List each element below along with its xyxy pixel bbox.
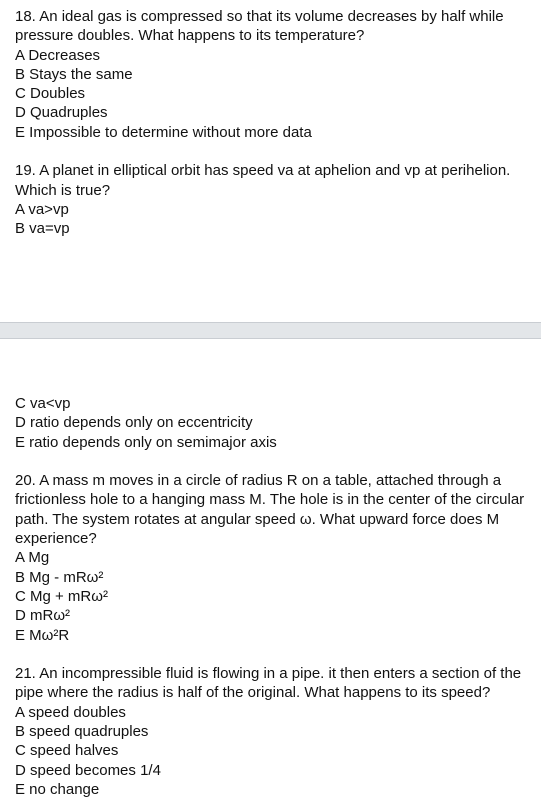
question-21-option-e: E no change	[15, 780, 100, 798]
paragraph-gap	[15, 645, 533, 664]
question-20-option-d: D mRω²	[15, 607, 71, 625]
question-21-option-b: B speed quadruples	[15, 723, 149, 741]
question-18-option-d: D Quadruples	[15, 104, 108, 122]
question-21-option-a: A speed doubles	[15, 703, 126, 721]
question-20	[15, 471, 533, 645]
question-19-option-a: A va>vp	[15, 200, 69, 218]
question-19-option-b: B va=vp	[15, 220, 70, 238]
question-21	[15, 664, 533, 799]
question-18-text: 18. An ideal gas is compressed so that its volume decreases by half while pressure doubles. What happens to its temperature?	[15, 8, 504, 45]
question-20-text: 20. A mass m moves in a circle of radius R on a table, attached through a frictionless hole to a hanging mass M. The hole is in the center of the circular path. The system rotates at angular speed ω. What upward force does M experience?	[15, 472, 525, 548]
question-18-option-e: E Impossible to determine without more data	[15, 123, 312, 141]
page-separator	[0, 322, 541, 339]
question-21-text: 21. An incompressible fluid is flowing in a pipe. it then enters a section of the pipe where the radius is half of the original. What happens to its speed?	[15, 665, 522, 702]
paragraph-gap	[15, 142, 533, 161]
question-20-option-a: A Mg	[15, 549, 50, 567]
question-19-option-d: D ratio depends only on eccentricity	[15, 414, 253, 432]
question-20-option-b: B Mg - mRω²	[15, 568, 104, 586]
question-19-option-c: C va<vp	[15, 395, 71, 412]
question-21-option-c: C speed halves	[15, 742, 119, 760]
question-21-option-d: D speed becomes 1/4	[15, 761, 161, 779]
question-19-option-e: E ratio depends only on semimajor axis	[15, 433, 277, 451]
question-18-option-c: C Doubles	[15, 85, 86, 103]
question-18	[15, 7, 533, 142]
question-19-text: 19. A planet in elliptical orbit has speed va at aphelion and vp at perihelion. Which is true?	[15, 162, 511, 199]
question-19	[15, 161, 533, 238]
question-19-continued	[15, 394, 533, 452]
document-page-bottom	[0, 339, 541, 802]
question-18-option-b: B Stays the same	[15, 65, 133, 83]
question-20-option-c: C Mg + mRω²	[15, 587, 108, 605]
paragraph-gap	[15, 452, 533, 471]
question-20-option-e: E Mω²R	[15, 626, 70, 644]
question-18-option-a: A Decreases	[15, 46, 101, 64]
document-page-top	[0, 0, 541, 322]
